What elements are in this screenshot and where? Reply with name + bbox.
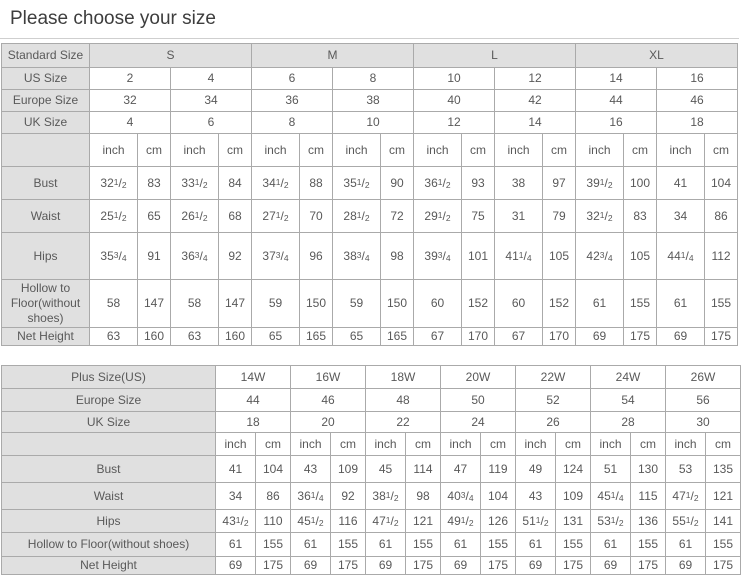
measurement-cell-inch: $45^1/_2$	[291, 510, 331, 533]
measurement-cell-cm: 104	[705, 167, 738, 200]
size-row	[2, 389, 741, 412]
measurement-cell-inch: 69	[591, 557, 631, 575]
measurement-cell-cm: 110	[256, 510, 291, 533]
measurement-cell-inch: 69	[516, 557, 556, 575]
measurement-cell-inch: $45^1/_4$	[591, 483, 631, 510]
measurement-cell-cm: 175	[556, 557, 591, 575]
size-value-cell: 52	[516, 389, 591, 412]
measurement-cell-inch: 43	[291, 456, 331, 483]
measurement-cell-cm: 131	[556, 510, 591, 533]
measurement-cell-inch: 61	[591, 533, 631, 557]
unit-header: cm	[556, 433, 591, 456]
measurement-cell-cm: 92	[331, 483, 366, 510]
measurement-cell-cm: 175	[331, 557, 366, 575]
unit-header: cm	[138, 134, 171, 167]
unit-row	[2, 433, 741, 456]
size-row	[2, 412, 741, 433]
size-value-cell: 44	[216, 389, 291, 412]
measurement-cell-cm: 160	[219, 328, 252, 346]
measurement-cell-cm: 104	[481, 483, 516, 510]
measurement-cell-inch: 67	[414, 328, 462, 346]
row-label: Europe Size	[2, 90, 90, 112]
measurement-row	[2, 510, 741, 533]
measurement-cell-inch: $36^3/_4$	[171, 233, 219, 280]
measurement-cell-inch: $47^1/_2$	[666, 483, 706, 510]
measurement-cell-inch: 63	[171, 328, 219, 346]
measurement-cell-cm: 70	[300, 200, 333, 233]
row-label: Hips	[2, 233, 90, 280]
measurement-cell-cm: 175	[705, 328, 738, 346]
unit-header: inch	[333, 134, 381, 167]
unit-header: inch	[90, 134, 138, 167]
measurement-cell-cm: 141	[706, 510, 741, 533]
measurement-cell-cm: 112	[705, 233, 738, 280]
measurement-cell-inch: 65	[333, 328, 381, 346]
unit-header: inch	[414, 134, 462, 167]
unit-header: inch	[366, 433, 406, 456]
measurement-cell-cm: 83	[624, 200, 657, 233]
size-value-cell: 32	[90, 90, 171, 112]
measurement-cell-cm: 97	[543, 167, 576, 200]
unit-header: cm	[406, 433, 441, 456]
measurement-cell-cm: 109	[331, 456, 366, 483]
measurement-cell-cm: 155	[624, 280, 657, 328]
measurement-cell-inch: $39^3/_4$	[414, 233, 462, 280]
row-label: Net Height	[2, 557, 216, 575]
measurement-cell-cm: 100	[624, 167, 657, 200]
measurement-cell-cm: 121	[706, 483, 741, 510]
measurement-cell-inch: $33^1/_2$	[171, 167, 219, 200]
size-value-cell: 22W	[516, 366, 591, 389]
measurement-row	[2, 328, 738, 346]
size-row	[2, 44, 738, 68]
measurement-cell-inch: $35^3/_4$	[90, 233, 138, 280]
unit-row	[2, 134, 738, 167]
measurement-cell-cm: 170	[543, 328, 576, 346]
measurement-cell-cm: 109	[556, 483, 591, 510]
measurement-cell-inch: 61	[666, 533, 706, 557]
measurement-row	[2, 280, 738, 328]
unit-header: inch	[666, 433, 706, 456]
measurement-cell-inch: 61	[216, 533, 256, 557]
measurement-row	[2, 533, 741, 557]
measurement-cell-cm: 91	[138, 233, 171, 280]
plus-size-table	[1, 365, 741, 575]
unit-row-spacer	[2, 134, 90, 167]
measurement-cell-cm: 160	[138, 328, 171, 346]
measurement-cell-inch: 61	[291, 533, 331, 557]
measurement-cell-inch: 38	[495, 167, 543, 200]
size-row	[2, 68, 738, 90]
measurement-cell-inch: $36^1/_2$	[414, 167, 462, 200]
measurement-cell-inch: $29^1/_2$	[414, 200, 462, 233]
measurement-cell-inch: 31	[495, 200, 543, 233]
measurement-cell-cm: 155	[331, 533, 366, 557]
size-value-cell: 20W	[441, 366, 516, 389]
size-value-cell: 56	[666, 389, 741, 412]
size-value-cell: 44	[576, 90, 657, 112]
measurement-row	[2, 200, 738, 233]
measurement-cell-cm: 126	[481, 510, 516, 533]
size-value-cell: 8	[252, 112, 333, 134]
measurement-cell-inch: 34	[216, 483, 256, 510]
measurement-cell-inch: 69	[666, 557, 706, 575]
measurement-cell-inch: $28^1/_2$	[333, 200, 381, 233]
measurement-cell-cm: 175	[256, 557, 291, 575]
measurement-cell-cm: 175	[624, 328, 657, 346]
measurement-cell-cm: 130	[631, 456, 666, 483]
row-label: Waist	[2, 483, 216, 510]
measurement-cell-cm: 75	[462, 200, 495, 233]
measurement-cell-cm: 147	[138, 280, 171, 328]
measurement-cell-inch: 69	[366, 557, 406, 575]
row-label: Hollow to Floor(without shoes)	[2, 280, 90, 328]
size-value-cell: 18W	[366, 366, 441, 389]
measurement-cell-inch: 34	[657, 200, 705, 233]
unit-header: cm	[624, 134, 657, 167]
row-label: Europe Size	[2, 389, 216, 412]
unit-header: cm	[706, 433, 741, 456]
size-value-cell: 16	[657, 68, 738, 90]
measurement-cell-cm: 105	[543, 233, 576, 280]
measurement-cell-inch: $49^1/_2$	[441, 510, 481, 533]
row-label: UK Size	[2, 112, 90, 134]
size-group-header: XL	[576, 44, 738, 68]
size-row	[2, 112, 738, 134]
row-label: Net Height	[2, 328, 90, 346]
unit-header: inch	[441, 433, 481, 456]
size-value-cell: 50	[441, 389, 516, 412]
row-label: Bust	[2, 167, 90, 200]
measurement-cell-cm: 124	[556, 456, 591, 483]
size-value-cell: 16W	[291, 366, 366, 389]
measurement-row	[2, 456, 741, 483]
measurement-cell-cm: 121	[406, 510, 441, 533]
size-value-cell: 4	[171, 68, 252, 90]
measurement-cell-cm: 84	[219, 167, 252, 200]
measurement-cell-cm: 68	[219, 200, 252, 233]
measurement-cell-inch: $34^1/_2$	[252, 167, 300, 200]
measurement-row	[2, 557, 741, 575]
measurement-cell-cm: 155	[406, 533, 441, 557]
measurement-cell-inch: 69	[576, 328, 624, 346]
measurement-cell-cm: 147	[219, 280, 252, 328]
measurement-cell-cm: 175	[706, 557, 741, 575]
size-row	[2, 90, 738, 112]
size-tables-container	[0, 43, 739, 575]
measurement-cell-cm: 155	[705, 280, 738, 328]
page-title: Please choose your size	[10, 8, 216, 29]
unit-header: inch	[516, 433, 556, 456]
size-value-cell: 14	[576, 68, 657, 90]
measurement-row	[2, 483, 741, 510]
unit-header: cm	[381, 134, 414, 167]
row-label: UK Size	[2, 412, 216, 433]
measurement-cell-cm: 92	[219, 233, 252, 280]
unit-header: cm	[256, 433, 291, 456]
measurement-cell-inch: 63	[90, 328, 138, 346]
measurement-cell-inch: $53^1/_2$	[591, 510, 631, 533]
size-value-cell: 40	[414, 90, 495, 112]
measurement-cell-cm: 150	[300, 280, 333, 328]
measurement-cell-cm: 104	[256, 456, 291, 483]
measurement-cell-cm: 165	[381, 328, 414, 346]
size-value-cell: 28	[591, 412, 666, 433]
size-value-cell: 14W	[216, 366, 291, 389]
unit-header: cm	[705, 134, 738, 167]
unit-header: cm	[219, 134, 252, 167]
unit-header: inch	[252, 134, 300, 167]
measurement-cell-inch: $41^1/_4$	[495, 233, 543, 280]
unit-header: cm	[462, 134, 495, 167]
measurement-cell-inch: $51^1/_2$	[516, 510, 556, 533]
measurement-cell-inch: 58	[171, 280, 219, 328]
measurement-cell-cm: 88	[300, 167, 333, 200]
measurement-cell-inch: 69	[216, 557, 256, 575]
measurement-cell-inch: 61	[441, 533, 481, 557]
measurement-cell-inch: $37^3/_4$	[252, 233, 300, 280]
unit-header: cm	[481, 433, 516, 456]
measurement-cell-cm: 155	[706, 533, 741, 557]
size-value-cell: 42	[495, 90, 576, 112]
measurement-cell-inch: $35^1/_2$	[333, 167, 381, 200]
size-value-cell: 8	[333, 68, 414, 90]
measurement-cell-inch: 61	[516, 533, 556, 557]
measurement-cell-inch: $44^1/_4$	[657, 233, 705, 280]
measurement-cell-inch: $42^3/_4$	[576, 233, 624, 280]
measurement-row	[2, 167, 738, 200]
measurement-cell-inch: $26^1/_2$	[171, 200, 219, 233]
measurement-cell-cm: 90	[381, 167, 414, 200]
measurement-cell-inch: 67	[495, 328, 543, 346]
measurement-cell-cm: 165	[300, 328, 333, 346]
measurement-cell-cm: 175	[481, 557, 516, 575]
measurement-cell-inch: 60	[414, 280, 462, 328]
measurement-cell-cm: 114	[406, 456, 441, 483]
measurement-cell-inch: 51	[591, 456, 631, 483]
measurement-cell-inch: 59	[333, 280, 381, 328]
measurement-cell-cm: 115	[631, 483, 666, 510]
measurement-cell-inch: $47^1/_2$	[366, 510, 406, 533]
size-value-cell: 46	[291, 389, 366, 412]
measurement-cell-cm: 150	[381, 280, 414, 328]
measurement-cell-inch: 47	[441, 456, 481, 483]
measurement-cell-inch: $32^1/_2$	[576, 200, 624, 233]
measurement-cell-inch: 61	[576, 280, 624, 328]
measurement-cell-cm: 86	[256, 483, 291, 510]
size-value-cell: 30	[666, 412, 741, 433]
measurement-cell-cm: 96	[300, 233, 333, 280]
unit-header: inch	[576, 134, 624, 167]
measurement-cell-cm: 136	[631, 510, 666, 533]
measurement-cell-inch: 60	[495, 280, 543, 328]
row-label: Standard Size	[2, 44, 90, 68]
size-row	[2, 366, 741, 389]
unit-header: inch	[171, 134, 219, 167]
size-value-cell: 6	[171, 112, 252, 134]
size-value-cell: 18	[216, 412, 291, 433]
row-label: Hollow to Floor(without shoes)	[2, 533, 216, 557]
size-value-cell: 12	[495, 68, 576, 90]
measurement-cell-cm: 155	[256, 533, 291, 557]
row-label: Hips	[2, 510, 216, 533]
measurement-cell-inch: 61	[657, 280, 705, 328]
row-label: Plus Size(US)	[2, 366, 216, 389]
unit-row-spacer	[2, 433, 216, 456]
measurement-cell-cm: 170	[462, 328, 495, 346]
size-value-cell: 10	[414, 68, 495, 90]
unit-header: cm	[543, 134, 576, 167]
size-value-cell: 22	[366, 412, 441, 433]
unit-header: inch	[495, 134, 543, 167]
size-value-cell: 18	[657, 112, 738, 134]
unit-header: cm	[300, 134, 333, 167]
unit-header: inch	[291, 433, 331, 456]
unit-header: cm	[331, 433, 366, 456]
measurement-cell-cm: 101	[462, 233, 495, 280]
size-value-cell: 48	[366, 389, 441, 412]
size-value-cell: 2	[90, 68, 171, 90]
measurement-cell-cm: 155	[481, 533, 516, 557]
unit-header: inch	[657, 134, 705, 167]
size-value-cell: 20	[291, 412, 366, 433]
row-label: Waist	[2, 200, 90, 233]
measurement-cell-inch: 69	[291, 557, 331, 575]
size-value-cell: 4	[90, 112, 171, 134]
measurement-cell-inch: 49	[516, 456, 556, 483]
size-value-cell: 24	[441, 412, 516, 433]
size-value-cell: 16	[576, 112, 657, 134]
size-value-cell: 12	[414, 112, 495, 134]
measurement-cell-inch: 65	[252, 328, 300, 346]
measurement-cell-inch: 69	[657, 328, 705, 346]
measurement-cell-cm: 155	[556, 533, 591, 557]
unit-header: inch	[216, 433, 256, 456]
measurement-cell-cm: 119	[481, 456, 516, 483]
measurement-cell-inch: 59	[252, 280, 300, 328]
measurement-cell-inch: $27^1/_2$	[252, 200, 300, 233]
size-value-cell: 24W	[591, 366, 666, 389]
measurement-cell-inch: $32^1/_2$	[90, 167, 138, 200]
size-value-cell: 10	[333, 112, 414, 134]
size-value-cell: 46	[657, 90, 738, 112]
measurement-cell-cm: 152	[543, 280, 576, 328]
measurement-cell-cm: 93	[462, 167, 495, 200]
measurement-cell-cm: 83	[138, 167, 171, 200]
measurement-cell-inch: 45	[366, 456, 406, 483]
measurement-cell-inch: 43	[516, 483, 556, 510]
row-label: US Size	[2, 68, 90, 90]
measurement-cell-cm: 86	[705, 200, 738, 233]
size-value-cell: 36	[252, 90, 333, 112]
measurement-cell-cm: 72	[381, 200, 414, 233]
unit-header: cm	[631, 433, 666, 456]
measurement-cell-cm: 175	[631, 557, 666, 575]
measurement-cell-inch: $39^1/_2$	[576, 167, 624, 200]
measurement-cell-inch: $38^1/_2$	[366, 483, 406, 510]
title-divider	[0, 38, 739, 39]
measurement-cell-cm: 116	[331, 510, 366, 533]
size-value-cell: 14	[495, 112, 576, 134]
measurement-row	[2, 233, 738, 280]
size-value-cell: 38	[333, 90, 414, 112]
measurement-cell-cm: 98	[406, 483, 441, 510]
size-group-header: M	[252, 44, 414, 68]
standard-size-table	[1, 43, 738, 346]
measurement-cell-inch: 41	[657, 167, 705, 200]
measurement-cell-inch: 41	[216, 456, 256, 483]
size-group-header: L	[414, 44, 576, 68]
measurement-cell-inch: $25^1/_2$	[90, 200, 138, 233]
measurement-cell-cm: 152	[462, 280, 495, 328]
measurement-cell-cm: 155	[631, 533, 666, 557]
size-group-header: S	[90, 44, 252, 68]
size-value-cell: 26W	[666, 366, 741, 389]
measurement-cell-cm: 135	[706, 456, 741, 483]
measurement-cell-inch: 58	[90, 280, 138, 328]
measurement-cell-inch: $40^3/_4$	[441, 483, 481, 510]
size-value-cell: 34	[171, 90, 252, 112]
measurement-cell-inch: $38^3/_4$	[333, 233, 381, 280]
measurement-cell-inch: $43^1/_2$	[216, 510, 256, 533]
measurement-cell-inch: 61	[366, 533, 406, 557]
size-value-cell: 26	[516, 412, 591, 433]
measurement-cell-inch: $55^1/_2$	[666, 510, 706, 533]
measurement-cell-cm: 175	[406, 557, 441, 575]
measurement-cell-cm: 105	[624, 233, 657, 280]
measurement-cell-inch: 69	[441, 557, 481, 575]
measurement-cell-cm: 98	[381, 233, 414, 280]
measurement-cell-cm: 79	[543, 200, 576, 233]
size-value-cell: 6	[252, 68, 333, 90]
row-label: Bust	[2, 456, 216, 483]
measurement-cell-inch: 53	[666, 456, 706, 483]
measurement-cell-inch: $36^1/_4$	[291, 483, 331, 510]
measurement-cell-cm: 65	[138, 200, 171, 233]
unit-header: inch	[591, 433, 631, 456]
size-value-cell: 54	[591, 389, 666, 412]
